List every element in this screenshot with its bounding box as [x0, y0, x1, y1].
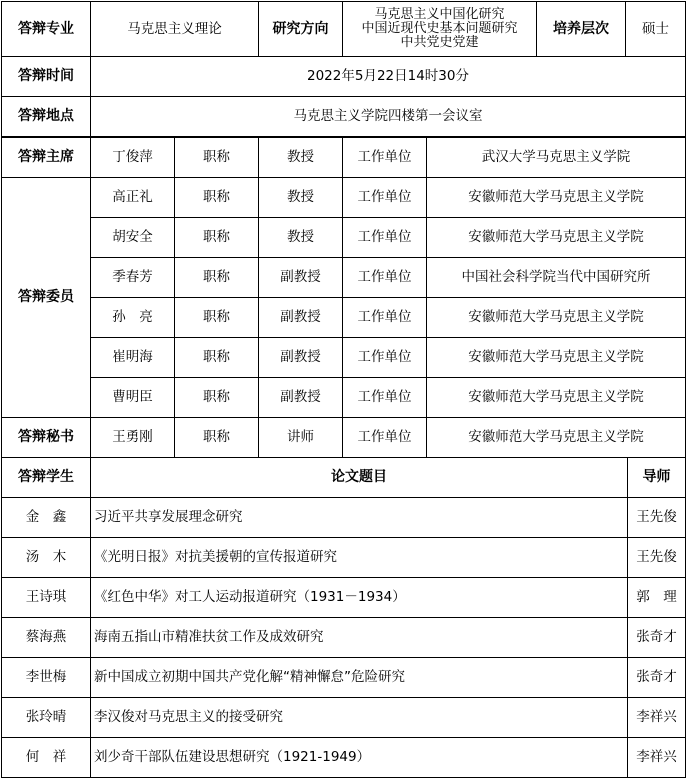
defense-info-table	[1, 1, 686, 137]
thesis-title: 海南五指山市精准扶贫工作及成效研究	[91, 618, 628, 658]
thesis-title: 《光明日报》对抗美援朝的宣传报道研究	[91, 538, 628, 578]
advisor-name: 李祥兴	[628, 738, 686, 778]
advisor-name: 王先俊	[628, 538, 686, 578]
thesis-title: 李汉俊对马克思主义的接受研究	[91, 698, 628, 738]
member-title: 副教授	[259, 258, 343, 298]
committee-table	[1, 137, 686, 458]
advisor-name: 张奇才	[628, 618, 686, 658]
major-value: 马克思主义理论	[91, 2, 259, 57]
title-label: 职称	[175, 418, 259, 458]
unit-label: 工作单位	[343, 338, 427, 378]
student-name: 张玲晴	[2, 698, 91, 738]
thesis-title: 《红色中华》对工人运动报道研究（1931－1934）	[91, 578, 628, 618]
thesis-table	[1, 457, 686, 778]
unit-label: 工作单位	[343, 178, 427, 218]
members-label: 答辩委员	[2, 178, 91, 418]
member-unit: 武汉大学马克思主义学院	[427, 138, 686, 178]
thesis-header-row	[2, 458, 686, 498]
thesis-row	[2, 698, 686, 738]
student-name: 蔡海燕	[2, 618, 91, 658]
member-title: 副教授	[259, 338, 343, 378]
member-title: 教授	[259, 178, 343, 218]
secretary-label: 答辩秘书	[2, 418, 91, 458]
member-unit: 中国社会科学院当代中国研究所	[427, 258, 686, 298]
title-label: 职称	[175, 138, 259, 178]
thesis-title: 新中国成立初期中国共产党化解“精神懈怠”危险研究	[91, 658, 628, 698]
member-title: 讲师	[259, 418, 343, 458]
unit-label: 工作单位	[343, 258, 427, 298]
place-label: 答辩地点	[2, 97, 91, 137]
direction-label: 研究方向	[259, 2, 343, 57]
member-name: 胡安全	[91, 218, 175, 258]
unit-label: 工作单位	[343, 298, 427, 338]
member-unit: 安徽师范大学马克思主义学院	[427, 418, 686, 458]
direction-line: 马克思主义中国化研究	[374, 7, 505, 22]
student-name: 何 祥	[2, 738, 91, 778]
member-unit: 安徽师范大学马克思主义学院	[427, 338, 686, 378]
member-title: 教授	[259, 218, 343, 258]
member-name: 高正礼	[91, 178, 175, 218]
thesis-row	[2, 538, 686, 578]
thesis-row	[2, 498, 686, 538]
title-label: 职称	[175, 338, 259, 378]
thesis-row	[2, 738, 686, 778]
student-name: 汤 木	[2, 538, 91, 578]
title-label: 职称	[175, 178, 259, 218]
title-label: 职称	[175, 258, 259, 298]
member-name: 曹明臣	[91, 378, 175, 418]
student-header: 答辩学生	[2, 458, 91, 498]
level-value: 硕士	[626, 2, 686, 57]
member-row	[2, 178, 686, 218]
major-label: 答辩专业	[2, 2, 91, 57]
advisor-header: 导师	[628, 458, 686, 498]
direction-line: 中国近现代史基本问题研究	[361, 21, 518, 36]
title-label: 职称	[175, 218, 259, 258]
member-row	[2, 338, 686, 378]
student-name: 金 鑫	[2, 498, 91, 538]
member-name: 王勇刚	[91, 418, 175, 458]
level-label: 培养层次	[537, 2, 626, 57]
title-header: 论文题目	[91, 458, 628, 498]
title-label: 职称	[175, 378, 259, 418]
chair-row	[2, 138, 686, 178]
student-name: 李世梅	[2, 658, 91, 698]
unit-label: 工作单位	[343, 218, 427, 258]
direction-value	[343, 2, 537, 57]
time-label: 答辩时间	[2, 57, 91, 97]
direction-line: 中共党史党建	[400, 35, 479, 50]
advisor-name: 李祥兴	[628, 698, 686, 738]
thesis-row	[2, 618, 686, 658]
student-name: 王诗琪	[2, 578, 91, 618]
unit-label: 工作单位	[343, 138, 427, 178]
member-name: 孙 亮	[91, 298, 175, 338]
member-title: 教授	[259, 138, 343, 178]
advisor-name: 王先俊	[628, 498, 686, 538]
member-unit: 安徽师范大学马克思主义学院	[427, 378, 686, 418]
member-row	[2, 378, 686, 418]
member-name: 丁俊萍	[91, 138, 175, 178]
member-title: 副教授	[259, 378, 343, 418]
member-row	[2, 298, 686, 338]
member-name: 季春芳	[91, 258, 175, 298]
member-name: 崔明海	[91, 338, 175, 378]
member-unit: 安徽师范大学马克思主义学院	[427, 218, 686, 258]
thesis-title: 刘少奇干部队伍建设思想研究（1921-1949）	[91, 738, 628, 778]
member-row	[2, 258, 686, 298]
title-label: 职称	[175, 298, 259, 338]
thesis-row	[2, 578, 686, 618]
member-row	[2, 218, 686, 258]
member-unit: 安徽师范大学马克思主义学院	[427, 298, 686, 338]
unit-label: 工作单位	[343, 378, 427, 418]
time-value: 2022年5月22日14时30分	[91, 57, 686, 97]
place-value: 马克思主义学院四楼第一会议室	[91, 97, 686, 137]
secretary-row	[2, 418, 686, 458]
unit-label: 工作单位	[343, 418, 427, 458]
member-title: 副教授	[259, 298, 343, 338]
advisor-name: 张奇才	[628, 658, 686, 698]
thesis-title: 习近平共享发展理念研究	[91, 498, 628, 538]
advisor-name: 郭 理	[628, 578, 686, 618]
member-unit: 安徽师范大学马克思主义学院	[427, 178, 686, 218]
chair-label: 答辩主席	[2, 138, 91, 178]
thesis-row	[2, 658, 686, 698]
